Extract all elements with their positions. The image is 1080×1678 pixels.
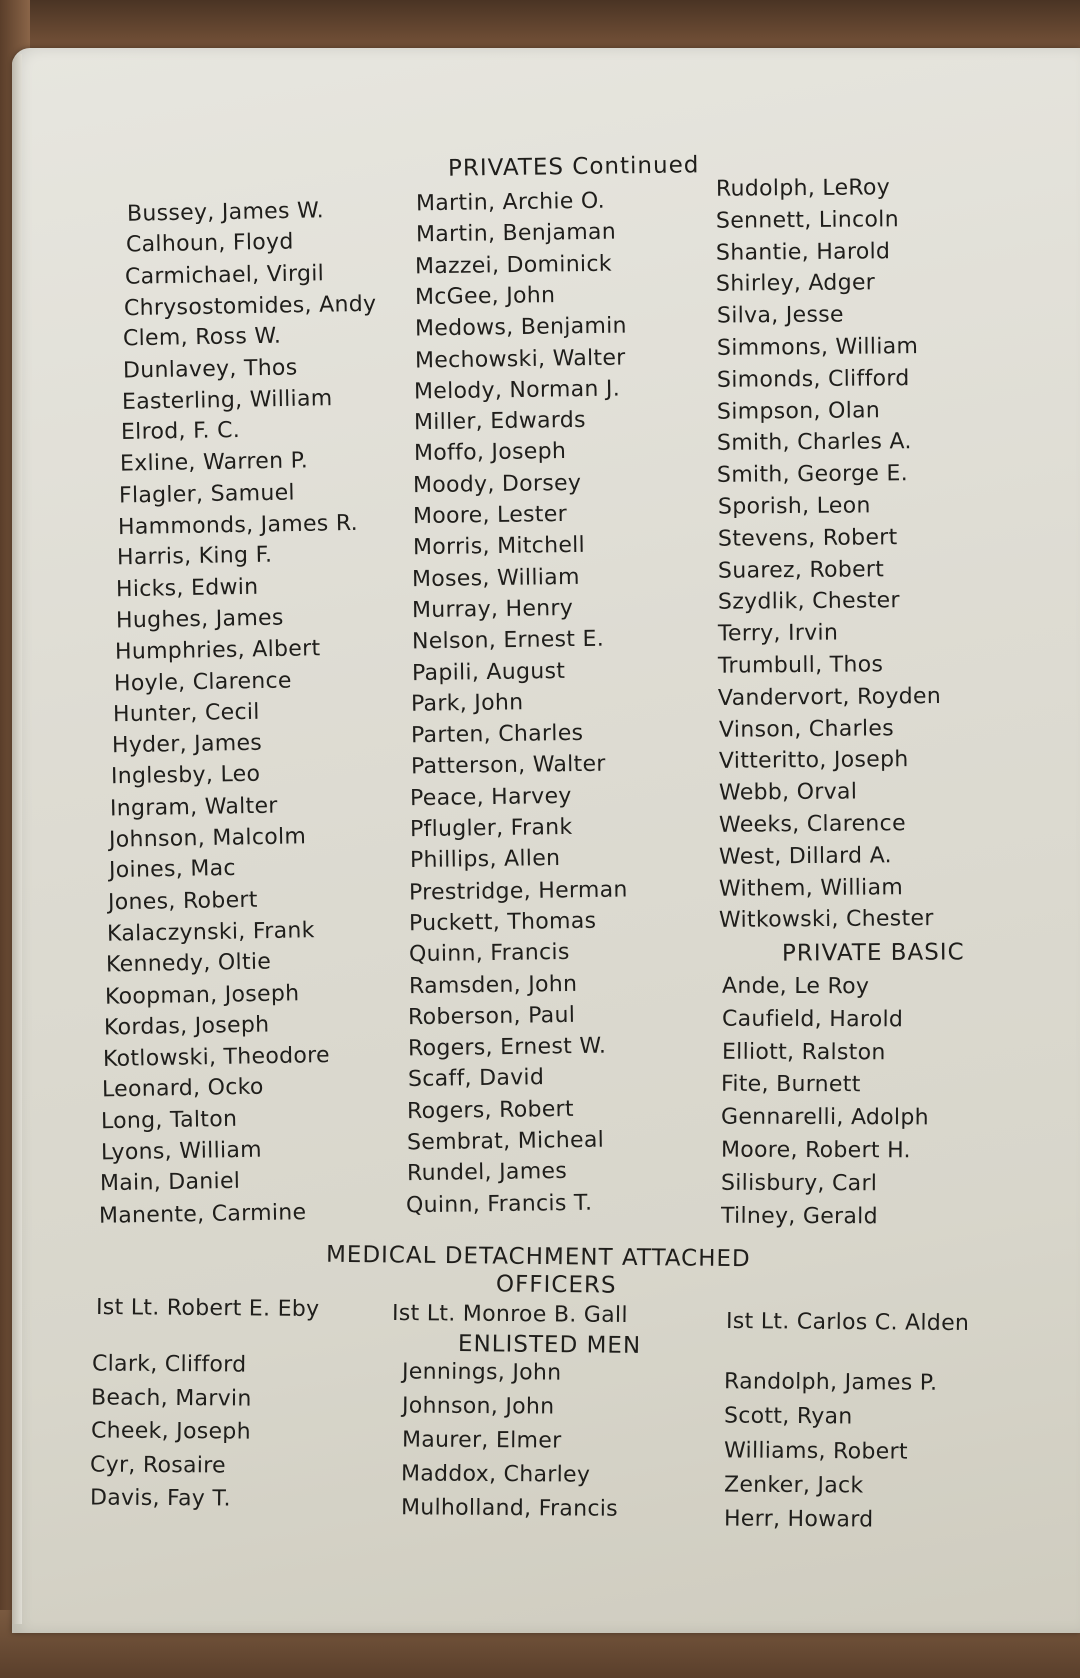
private-name: Lyons, William [100, 1137, 262, 1166]
private-name: Withem, William [719, 874, 904, 902]
private-name: Kennedy, Oltie [105, 949, 272, 978]
enlisted-name: Randolph, James P. [723, 1369, 938, 1396]
private-basic-name: Silisbury, Carl [720, 1170, 878, 1197]
officer-name: Ist Lt. Robert E. Eby [95, 1295, 320, 1322]
private-name: Vandervort, Royden [718, 683, 942, 711]
enlisted-name: Mulholland, Francis [400, 1495, 619, 1522]
private-name: Szydlik, Chester [717, 588, 900, 616]
enlisted-name: Beach, Marvin [91, 1385, 253, 1412]
private-name: Puckett, Thomas [408, 908, 597, 937]
private-name: Rudolph, LeRoy [715, 175, 891, 202]
private-name: Sporish, Leon [717, 493, 871, 520]
private-name: Leonard, Ocko [102, 1074, 265, 1103]
private-name: Carmichael, Virgil [125, 260, 325, 290]
private-name: Hyder, James [111, 730, 263, 759]
officer-name: Ist Lt. Monroe B. Gall [391, 1300, 628, 1329]
private-name: Hoyle, Clarence [113, 667, 292, 697]
private-name: Roberson, Paul [408, 1002, 576, 1030]
private-name: Simmons, William [716, 334, 919, 361]
private-name: Bussey, James W. [126, 198, 325, 227]
enlisted-name: Williams, Robert [723, 1437, 908, 1465]
private-name: Pflugler, Frank [409, 814, 573, 843]
private-name: Webb, Orval [718, 779, 858, 806]
private-name: Long, Talton [101, 1106, 238, 1134]
private-name: Kordas, Joseph [103, 1012, 270, 1041]
medical-detachment-heading: MEDICAL DETACHMENT ATTACHED [325, 1241, 751, 1273]
private-name: Hughes, James [115, 605, 284, 634]
private-name: Harris, King F. [117, 542, 273, 571]
private-name: Humphries, Albert [114, 636, 321, 665]
private-name: Mazzei, Dominick [415, 251, 613, 279]
private-name: Vinson, Charles [718, 715, 894, 743]
private-name: Koopman, Joseph [104, 980, 300, 1010]
private-name: Moffo, Joseph [413, 439, 566, 467]
private-name: Easterling, William [121, 385, 333, 415]
private-name: Murray, Henry [411, 595, 574, 624]
private-name: Suarez, Robert [717, 556, 885, 584]
private-name: Scaff, David [407, 1065, 544, 1093]
enlisted-name: Davis, Fay T. [89, 1485, 231, 1512]
private-basic-name: Tilney, Gerald [720, 1203, 878, 1229]
private-basic-name: Caufield, Harold [721, 1006, 904, 1033]
private-name: Moses, William [412, 564, 581, 592]
private-name: Smith, George E. [717, 461, 909, 489]
private-basic-name: Ande, Le Roy [721, 973, 870, 1000]
private-name: Sembrat, Micheal [406, 1127, 605, 1156]
private-name: Rogers, Robert [407, 1096, 575, 1124]
private-name: Exline, Warren P. [119, 448, 309, 478]
private-name: Clem, Ross W. [123, 323, 282, 352]
enlisted-name: Cheek, Joseph [90, 1418, 251, 1445]
private-name: Martin, Benjaman [415, 219, 616, 248]
private-name: Moody, Dorsey [413, 470, 582, 498]
private-name: Park, John [411, 690, 524, 717]
private-name: Joines, Mac [108, 856, 236, 884]
private-name: Jones, Robert [107, 887, 258, 915]
private-name: Kalaczynski, Frank [106, 918, 315, 947]
private-name: Johnson, Malcolm [109, 824, 307, 853]
private-name: Ramsden, John [408, 971, 578, 999]
private-name: West, Dillard A. [719, 843, 893, 870]
private-basic-name: Fite, Burnett [721, 1072, 862, 1098]
private-name: Smith, Charles A. [717, 429, 913, 457]
private-name: Simonds, Clifford [716, 365, 910, 393]
private-name: Hammonds, James R. [117, 510, 359, 541]
private-name: Patterson, Walter [410, 752, 606, 780]
private-name: Main, Daniel [99, 1169, 241, 1197]
private-basic-name: Elliott, Ralston [721, 1039, 886, 1065]
enlisted-name: Cyr, Rosaire [90, 1452, 227, 1479]
private-name: Vitteritto, Joseph [718, 747, 909, 775]
private-name: McGee, John [414, 282, 556, 310]
private-name: Dunlavey, Thos [122, 354, 298, 384]
private-name: Shirley, Adger [716, 270, 876, 298]
private-name: Witkowski, Chester [719, 906, 935, 934]
private-name: Calhoun, Floyd [125, 229, 294, 258]
private-name: Flagler, Samuel [118, 480, 296, 509]
private-basic-heading: PRIVATE BASIC [781, 939, 965, 967]
private-name: Kotlowski, Theodore [103, 1043, 331, 1073]
private-basic-name: Gennarelli, Adolph [721, 1104, 930, 1131]
private-basic-name: Moore, Robert H. [720, 1137, 911, 1164]
private-name: Silva, Jesse [716, 302, 844, 329]
officers-heading: OFFICERS [495, 1271, 617, 1299]
private-name: Quinn, Francis T. [406, 1190, 593, 1218]
private-name: Ingram, Walter [110, 793, 279, 822]
private-name: Parten, Charles [410, 720, 584, 749]
private-name: Melody, Norman J. [414, 376, 621, 405]
enlisted-name: Scott, Ryan [723, 1403, 853, 1430]
privates-continued-heading: PRIVATES Continued [447, 152, 700, 182]
private-name: Moore, Lester [412, 501, 568, 530]
enlisted-name: Jennings, John [401, 1359, 562, 1386]
private-name: Phillips, Allen [409, 846, 561, 874]
private-name: Miller, Edwards [413, 407, 586, 436]
private-name: Martin, Archie O. [415, 188, 606, 217]
private-name: Simpson, Olan [716, 397, 881, 425]
private-name: Chrysostomides, Andy [124, 291, 377, 322]
private-name: Sennett, Lincoln [716, 206, 900, 234]
private-name: Elrod, F. C. [120, 418, 241, 446]
private-name: Rundel, James [406, 1159, 567, 1187]
private-name: Stevens, Robert [717, 525, 898, 552]
private-name: Shantie, Harold [716, 238, 891, 266]
private-name: Quinn, Francis [408, 940, 570, 968]
enlisted-name: Maurer, Elmer [401, 1427, 562, 1454]
enlisted-name: Zenker, Jack [723, 1472, 864, 1499]
private-name: Nelson, Ernest E. [411, 626, 605, 655]
private-name: Mechowski, Walter [414, 345, 626, 373]
private-name: Terry, Irvin [717, 620, 839, 647]
enlisted-name: Johnson, John [401, 1393, 555, 1420]
private-name: Rogers, Ernest W. [407, 1033, 607, 1062]
private-name: Manente, Carmine [98, 1199, 307, 1229]
private-name: Hunter, Cecil [112, 699, 260, 728]
private-name: Peace, Harvey [410, 783, 573, 811]
officer-name: Ist Lt. Carlos C. Alden [725, 1308, 970, 1337]
enlisted-name: Maddox, Charley [401, 1461, 591, 1488]
private-name: Papili, August [411, 658, 565, 686]
private-name: Trumbull, Thos [718, 652, 884, 679]
private-name: Weeks, Clarence [718, 811, 906, 838]
roster-page [12, 48, 1080, 1633]
enlisted-men-heading: ENLISTED MEN [457, 1331, 642, 1359]
private-name: Inglesby, Leo [110, 762, 261, 790]
private-name: Prestridge, Herman [409, 877, 629, 906]
private-name: Hicks, Edwin [116, 574, 260, 602]
enlisted-name: Herr, Howard [723, 1506, 874, 1533]
private-name: Morris, Mitchell [412, 533, 585, 561]
page-edge [12, 54, 22, 1624]
private-name: Medows, Benjamin [414, 313, 627, 342]
enlisted-name: Clark, Clifford [91, 1351, 247, 1378]
